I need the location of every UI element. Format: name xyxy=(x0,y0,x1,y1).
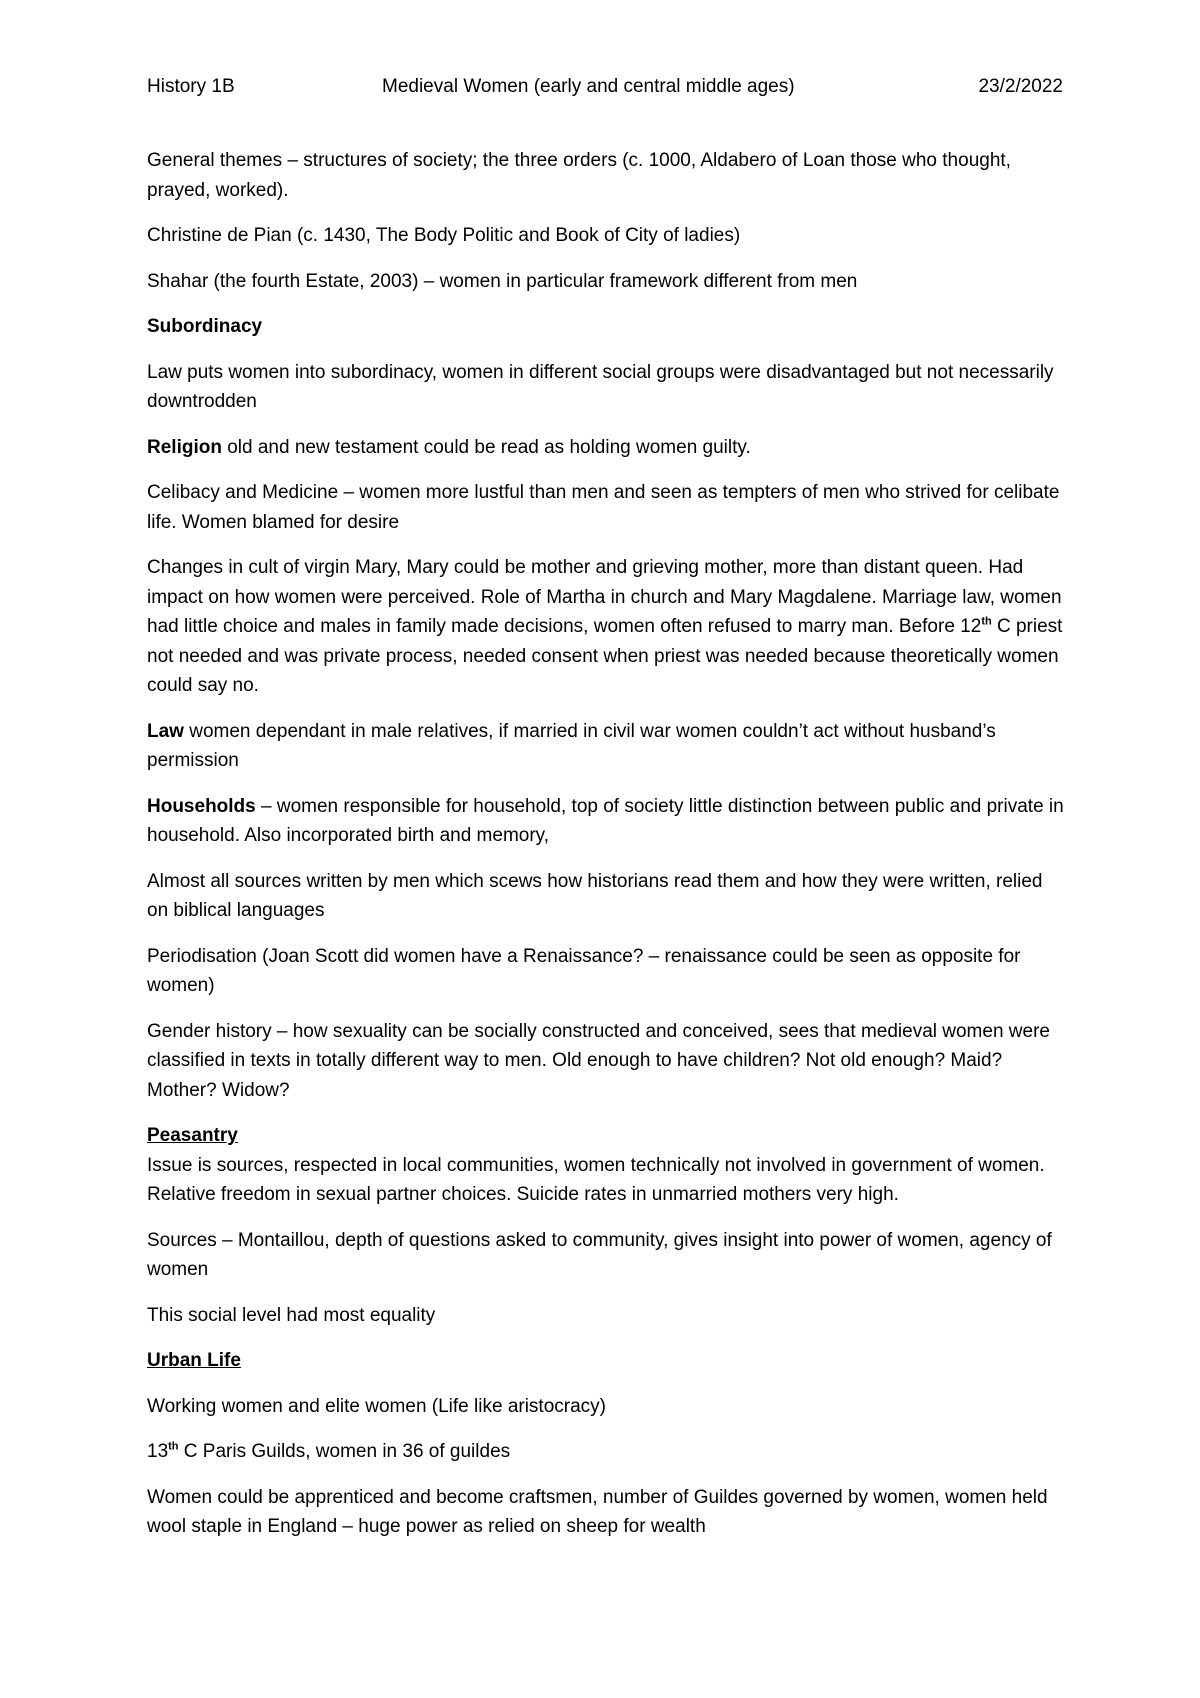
paragraph-peasantry-issue: Issue is sources, respected in local communities, women technically not involved in government of women. Relative freedom in sexual partner choices. Suicide rates in unmarried mothers very high. xyxy=(147,1154,1045,1205)
header-title: Medieval Women (early and central middle ages) xyxy=(382,76,795,97)
paragraph-equality: This social level had most equality xyxy=(147,1304,436,1326)
header-course: History 1B xyxy=(147,76,235,97)
header-date: 23/2/2022 xyxy=(978,76,1063,97)
page-header xyxy=(147,76,1063,106)
heading-subordinacy: Subordinacy xyxy=(147,316,263,337)
paragraph-religion xyxy=(147,433,1067,463)
cult-of-mary-text-b: C priest not needed and was private process, needed consent when priest was needed because theoretically women could say no. xyxy=(147,616,1063,696)
paragraph-paris-guilds xyxy=(147,1437,1067,1467)
superscript-th: th xyxy=(981,615,992,628)
paragraph-shahar: Shahar (the fourth Estate, 2003) – women in particular framework different from men xyxy=(147,270,858,292)
law-label: Law xyxy=(147,720,184,742)
cult-of-mary-text-a: Changes in cult of virgin Mary, Mary could be mother and grieving mother, more than distant queen. Had impact on how women were perceived. Role of Martha in church and Mary Magdalene. Marriage law, women had little choice and males in family made decisions, women often refused to marry man. Before 12 xyxy=(147,557,1062,637)
paragraph-periodisation: Periodisation (Joan Scott did women have a Renaissance? – renaissance could be seen as opposite for women) xyxy=(147,945,1021,996)
religion-label: Religion xyxy=(147,436,222,458)
paragraph-sources-men: Almost all sources written by men which scews how historians read them and how they were written, relied on biblical languages xyxy=(147,870,1043,921)
paris-guilds-text-a: 13 xyxy=(147,1441,169,1462)
document-body xyxy=(147,146,1067,1558)
paragraph-general-themes: General themes – structures of society; the three orders (c. 1000, Aldabero of Loan those who thought, prayed, worked). xyxy=(147,150,1011,201)
religion-text: old and new testament could be read as holding women guilty. xyxy=(221,436,751,458)
paragraph-gender-history: Gender history – how sexuality can be socially constructed and conceived, sees that medieval women were classified in texts in totally different way to men. Old enough to have children? Not old enough? Maid? Mother? Widow? xyxy=(147,1020,1050,1101)
heading-urban-life: Urban Life xyxy=(147,1350,241,1371)
heading-peasantry: Peasantry xyxy=(147,1125,238,1146)
law-text: women dependant in male relatives, if married in civil war women couldn’t act without husband’s permission xyxy=(147,720,996,771)
paris-guilds-text-b: C Paris Guilds, women in 36 of guildes xyxy=(178,1441,511,1462)
paragraph-working-women: Working women and elite women (Life like aristocracy) xyxy=(147,1395,606,1417)
paragraph-law xyxy=(147,717,1067,776)
superscript-th-2: th xyxy=(168,1440,179,1453)
paragraph-montaillou: Sources – Montaillou, depth of questions asked to community, gives insight into power of women, agency of women xyxy=(147,1229,1052,1280)
paragraph-celibacy: Celibacy and Medicine – women more lustful than men and seen as tempters of men who strived for celibate life. Women blamed for desire xyxy=(147,482,1060,533)
paragraph-households xyxy=(147,792,1067,851)
paragraph-christine-de-pian: Christine de Pian (c. 1430, The Body Politic and Book of City of ladies) xyxy=(147,225,741,246)
paragraph-law-subordinacy: Law puts women into subordinacy, women in different social groups were disadvantaged but not necessarily downtrodden xyxy=(147,361,1054,412)
paragraph-apprenticed: Women could be apprenticed and become craftsmen, number of Guildes governed by women, women held wool staple in England – huge power as relied on sheep for wealth xyxy=(147,1486,1048,1537)
paragraph-cult-of-mary xyxy=(147,553,1067,701)
households-text: – women responsible for household, top of society little distinction between public and private in household. Also incorporated birth and memory, xyxy=(147,795,1064,846)
households-label: Households xyxy=(147,795,256,817)
